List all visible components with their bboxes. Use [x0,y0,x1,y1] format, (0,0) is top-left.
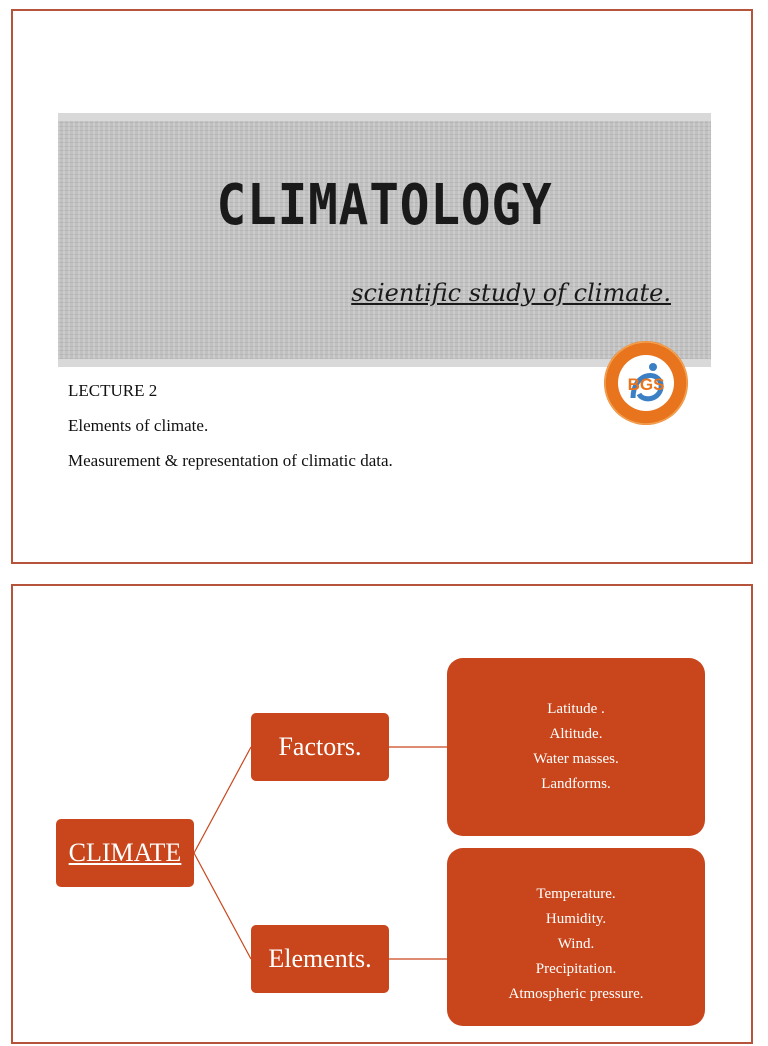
element-item: Precipitation. [535,960,617,977]
lecture-number: LECTURE 2 [68,381,158,400]
logo-text: BGS [627,375,665,394]
factors-list [447,658,705,836]
elements-node: Elements. [251,925,389,993]
slide-title: CLIMATOLOGY [216,173,553,238]
elements-list [447,848,705,1026]
element-item: Atmospheric pressure. [508,985,644,1002]
factor-item: Landforms. [541,776,611,792]
slide-subtitle: scientific study of climate. [351,279,671,307]
lecture-topic-1: Elements of climate. [68,416,209,435]
element-item: Temperature. [536,885,616,902]
factor-item: Altitude. [549,726,603,742]
title-banner [58,113,711,367]
lecture-info [68,373,393,478]
climate-node: CLIMATE [56,819,194,887]
bgs-logo-icon [603,340,689,426]
element-item: Humidity. [545,910,607,927]
factor-item: Water masses. [533,751,619,767]
connector-climate-factors [194,747,251,853]
connector-climate-elements [194,853,251,959]
title-slide [11,9,753,564]
factors-node: Factors. [251,713,389,781]
factor-item: Latitude . [547,701,605,717]
element-item: Wind. [557,935,595,952]
lecture-topic-2: Measurement & representation of climatic data. [68,451,393,470]
climate-diagram-slide [11,584,753,1044]
